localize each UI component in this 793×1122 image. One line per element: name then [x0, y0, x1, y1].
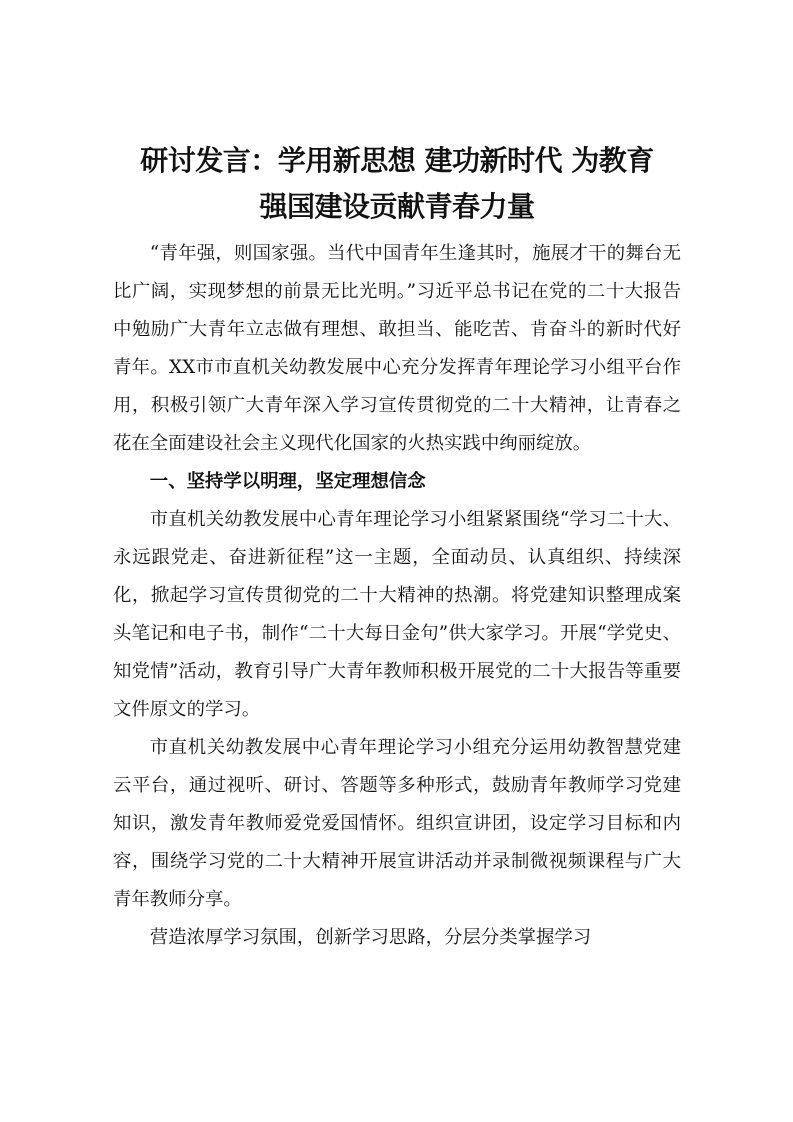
document-body	[113, 235, 681, 957]
section-1-paragraph-1: 市直机关幼教发展中心青年理论学习小组紧紧围绕“学习二十大、永远跟党走、奋进新征程”这一主题，全面动员、认真组织、持续深化，掀起学习宣传贯彻党的二十大精神的热潮。将党建知识整理成案头笔记和电子书，制作“二十大每日金句”供大家学习。开展“学党史、知党情”活动，教育引导广大青年教师积极开展党的二十大报告等重要文件原文的学习。	[113, 509, 681, 720]
intro-paragraph: “青年强，则国家强。当代中国青年生逢其时，施展才干的舞台无比广阔，实现梦想的前景无比光明。”习近平总书记在党的二十大报告中勉励广大青年立志做有理想、敢担当、能吃苦、肯奋斗的新时代好青年。XX市市直机关幼教发展中心充分发挥青年理论学习小组平台作用，积极引领广大青年深入学习宣传贯彻党的二十大精神，让青春之花在全面建设社会主义现代化国家的火热实践中绚丽绽放。	[113, 243, 681, 454]
section-1-heading: 一、坚持学以明理，坚定理想信念	[149, 471, 426, 492]
document-title-line-1: 研讨发言：学用新思想 建功新时代 为教育	[140, 144, 654, 177]
section-1-paragraph-3: 营造浓厚学习氛围，创新学习思路，分层分类掌握学习	[149, 927, 592, 948]
document-content	[113, 138, 681, 957]
section-1-paragraph-2: 市直机关幼教发展中心青年理论学习小组充分运用幼教智慧党建云平台，通过视听、研讨、答题等多种形式，鼓励青年教师学习党建知识，激发青年教师爱党爱国情怀。组织宣讲团，设定学习目标和内容，围绕学习党的二十大精神开展宣讲活动并录制微视频课程与广大青年教师分享。	[113, 737, 681, 910]
document-title-line-2: 强国建设贡献青春力量	[259, 190, 535, 223]
document-title	[113, 138, 681, 230]
